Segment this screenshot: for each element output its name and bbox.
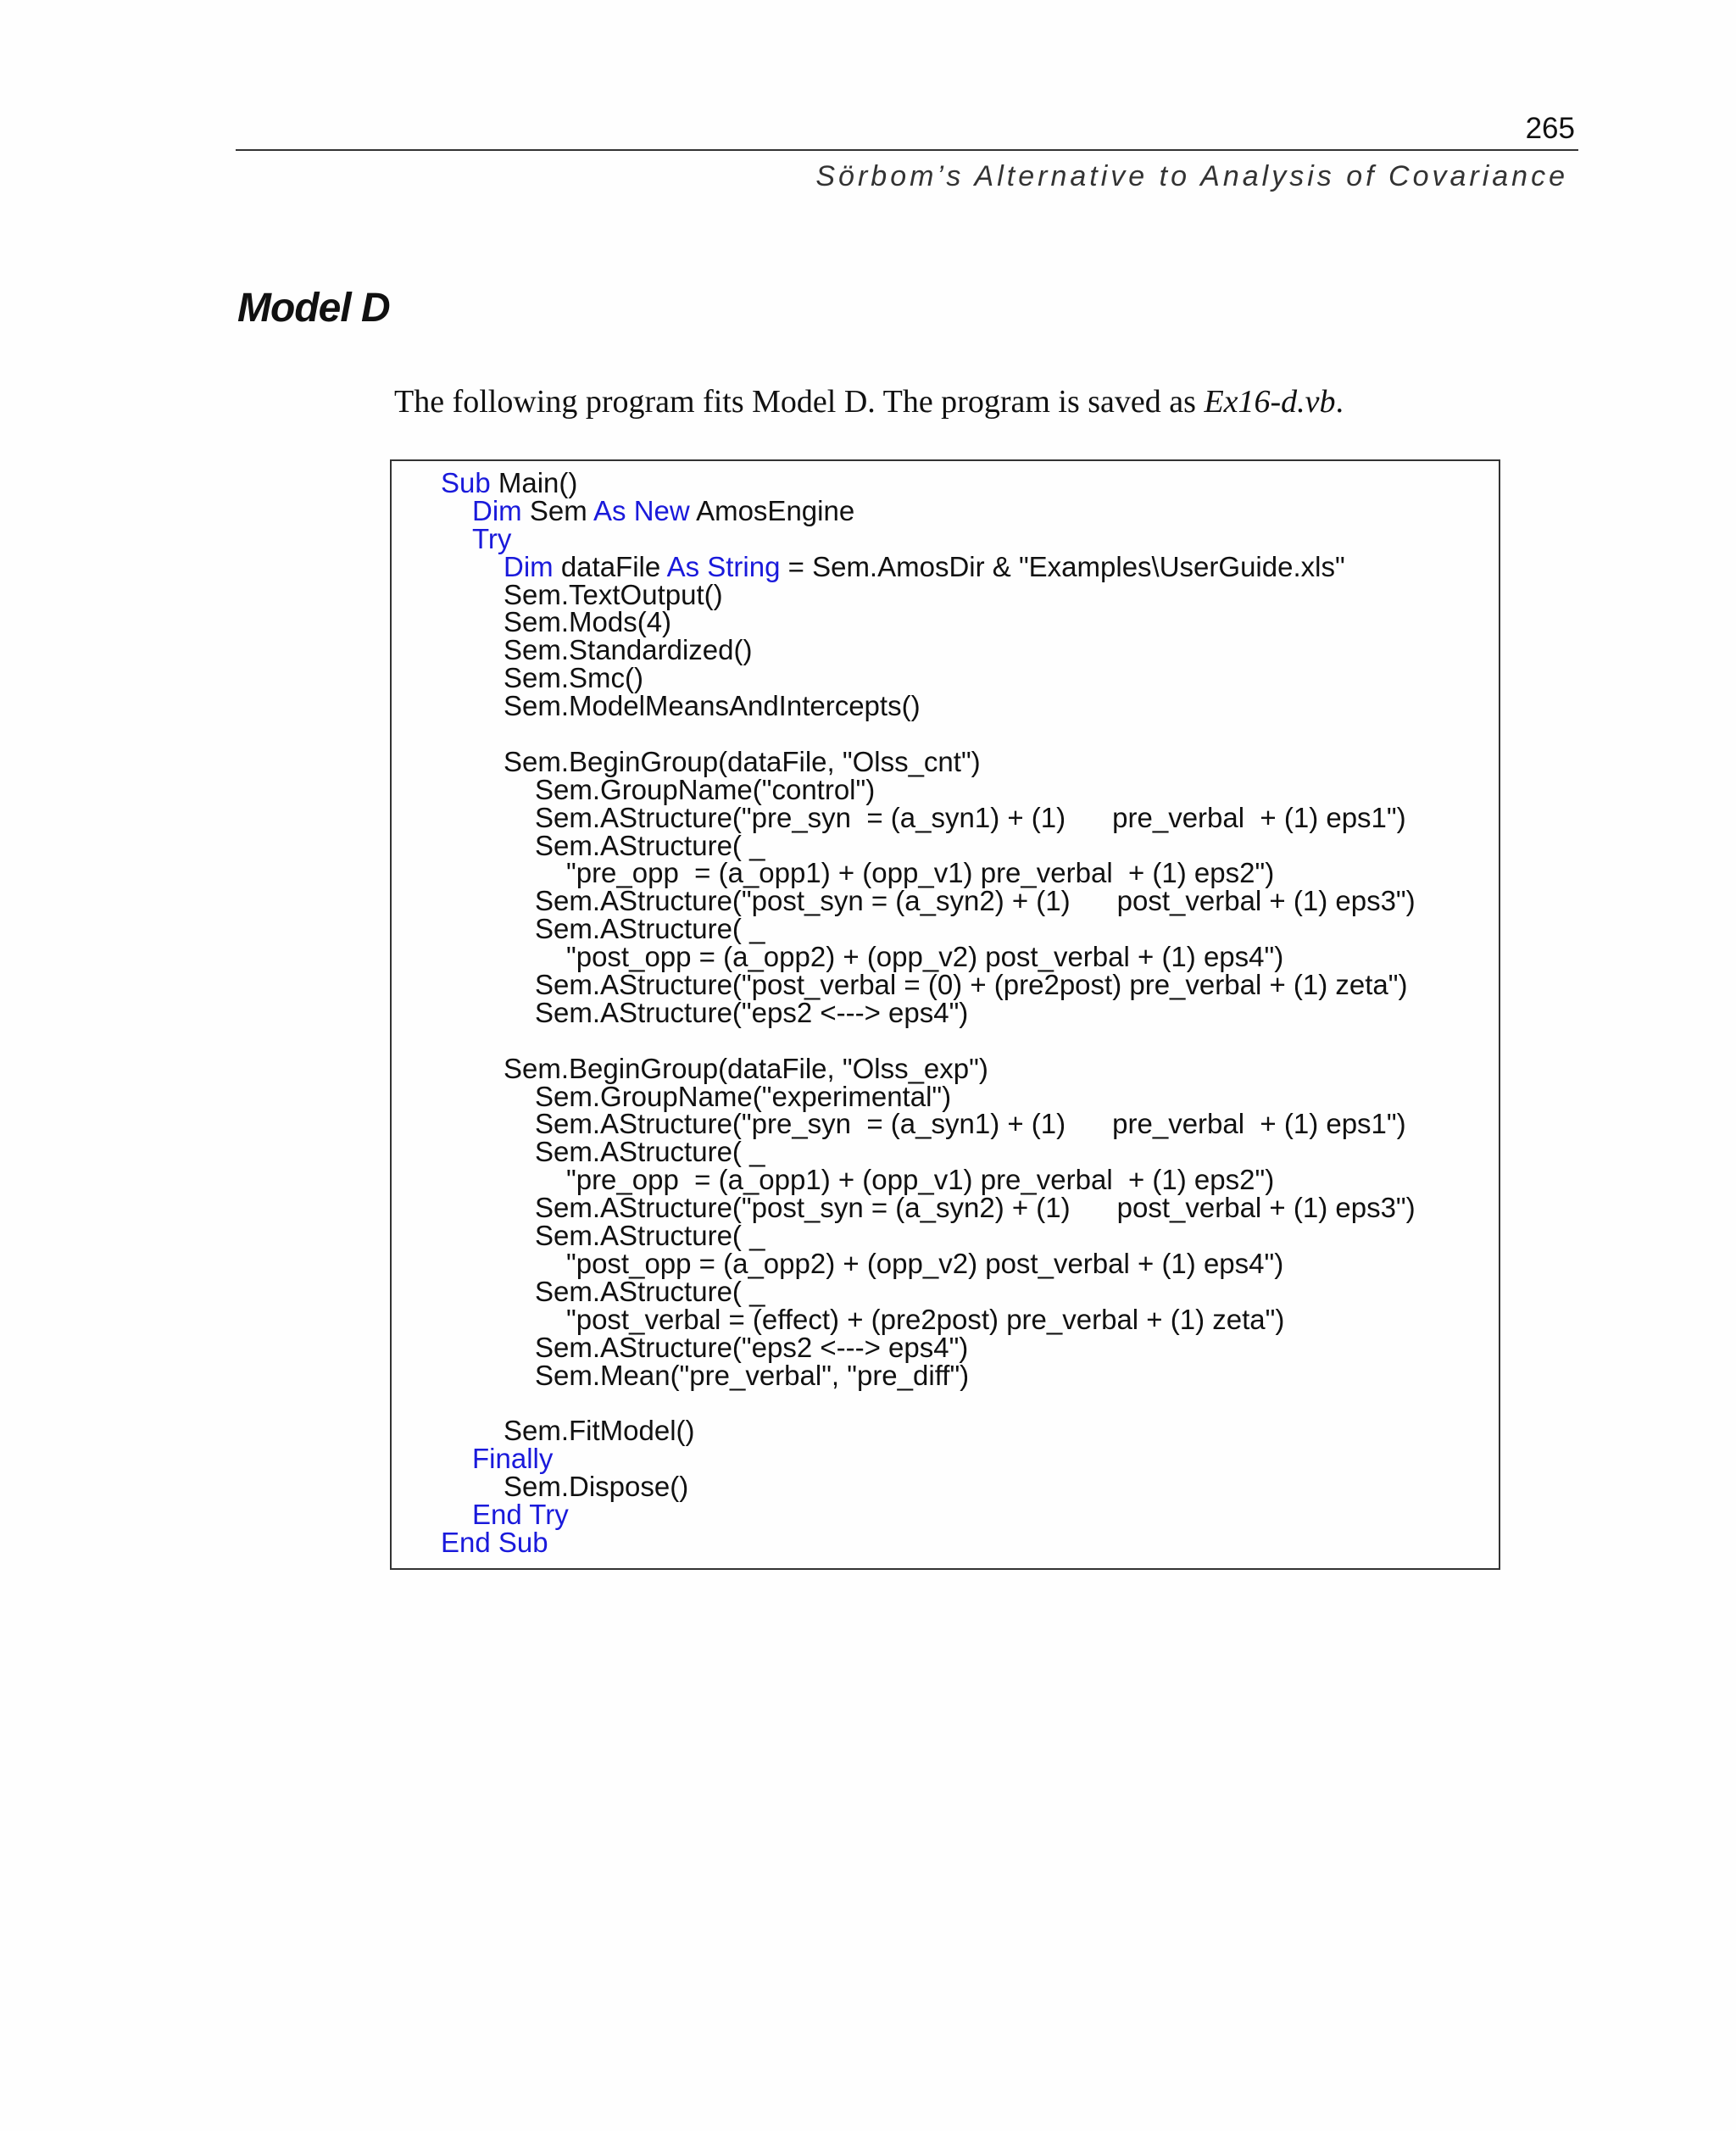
code-text: Sem.GroupName("control") <box>535 773 876 805</box>
code-keyword: As String <box>666 550 781 582</box>
code-text: Sem.AStructure("eps2 <---> eps4") <box>535 996 969 1028</box>
code-line <box>392 887 1499 915</box>
intro-text: The following program fits Model D. The program is saved as <box>394 384 1205 420</box>
code-line <box>392 1389 1499 1417</box>
code-text: Sem.AStructure( _ <box>535 1275 765 1307</box>
section-title: Model D <box>237 286 390 331</box>
code-line <box>392 1275 1499 1307</box>
code-keyword: Sub <box>441 467 491 498</box>
code-line <box>392 801 1499 833</box>
code-line <box>392 467 1499 498</box>
code-text: Sem.AStructure("eps2 <---> eps4") <box>535 1331 969 1363</box>
code-text: Sem.Mean("pre_verbal", "pre_diff") <box>535 1359 970 1391</box>
code-text: "pre_opp = (a_opp1) + (opp_v1) pre_verbal + (1) eps2") <box>566 857 1275 889</box>
code-listing <box>390 459 1500 1570</box>
code-line <box>392 1138 1499 1166</box>
code-line <box>392 1359 1499 1391</box>
code-text: "post_opp = (a_opp2) + (opp_v2) post_verbal + (1) eps4") <box>566 941 1284 973</box>
code-text: Sem.Dispose() <box>504 1471 689 1503</box>
code-line <box>392 1303 1499 1335</box>
code-text: Sem.AStructure( _ <box>535 1136 765 1168</box>
code-text: AmosEngine <box>689 494 855 526</box>
code-text: Sem.Mods(4) <box>504 606 672 638</box>
code-keyword: Dim <box>472 494 522 526</box>
code-line <box>392 1473 1499 1501</box>
code-line <box>392 915 1499 943</box>
code-line <box>392 721 1499 748</box>
code-line <box>392 1498 1499 1530</box>
code-keyword: Dim <box>504 550 554 582</box>
code-text: Sem.AStructure( _ <box>535 913 765 945</box>
code-text: Sem.TextOutput() <box>504 578 723 610</box>
code-line <box>392 1247 1499 1279</box>
code-text: "post_verbal = (effect) + (pre2post) pre_verbal + (1) zeta") <box>566 1303 1285 1335</box>
code-line <box>392 996 1499 1028</box>
code-text: Sem.FitModel() <box>504 1415 695 1447</box>
code-text: "pre_opp = (a_opp1) + (opp_v1) pre_verbal + (1) eps2") <box>566 1164 1275 1196</box>
code-line <box>392 494 1499 526</box>
code-text: "post_opp = (a_opp2) + (opp_v2) post_verbal + (1) eps4") <box>566 1247 1284 1279</box>
page-number: 265 <box>1525 112 1575 145</box>
code-line <box>392 971 1499 999</box>
code-text: Sem.BeginGroup(dataFile, "Olss_exp") <box>504 1052 988 1084</box>
intro-filename: Ex16-d.vb <box>1204 384 1336 420</box>
code-line <box>392 1331 1499 1363</box>
code-line <box>392 1194 1499 1222</box>
running-header: Sörbom’s Alternative to Analysis of Covariance <box>815 160 1568 192</box>
code-line <box>392 1052 1499 1084</box>
code-line <box>392 662 1499 694</box>
code-keyword: End Try <box>472 1498 569 1530</box>
code-line <box>392 690 1499 722</box>
code-text: Sem <box>521 494 594 526</box>
code-text: Sem.AStructure("pre_syn = (a_syn1) + (1) pre_verbal + (1) eps1") <box>535 1108 1406 1140</box>
code-text: Sem.BeginGroup(dataFile, "Olss_cnt") <box>504 745 981 777</box>
code-line <box>392 606 1499 638</box>
code-line <box>392 1222 1499 1250</box>
code-line <box>392 550 1499 582</box>
code-line <box>392 829 1499 861</box>
code-line <box>392 1166 1499 1194</box>
code-line <box>392 1080 1499 1112</box>
code-line <box>392 1417 1499 1445</box>
code-text: Sem.AStructure("post_verbal = (0) + (pre2post) pre_verbal + (1) zeta") <box>535 969 1408 1001</box>
code-keyword: As New <box>593 494 690 526</box>
code-line <box>392 1445 1499 1473</box>
code-line <box>392 522 1499 554</box>
code-text: Sem.AStructure("post_syn = (a_syn2) + (1) post_verbal + (1) eps3") <box>535 1192 1416 1224</box>
code-text: Sem.AStructure( _ <box>535 829 765 861</box>
code-line <box>392 943 1499 971</box>
intro-end: . <box>1335 384 1344 420</box>
code-line <box>392 1027 1499 1055</box>
code-text: Main() <box>490 467 578 498</box>
code-line <box>392 578 1499 610</box>
code-text: Sem.ModelMeansAndIntercepts() <box>504 690 921 722</box>
code-text: dataFile <box>553 550 667 582</box>
intro-paragraph <box>394 383 1344 420</box>
code-line <box>392 745 1499 777</box>
code-keyword: End Sub <box>441 1526 548 1558</box>
code-text: Sem.AStructure( _ <box>535 1220 765 1252</box>
code-text: Sem.Smc() <box>504 662 643 694</box>
code-lines <box>392 467 1499 1558</box>
code-text: = Sem.AmosDir & "Examples\UserGuide.xls" <box>780 550 1345 582</box>
code-line <box>392 773 1499 805</box>
code-line <box>392 1110 1499 1138</box>
code-keyword: Try <box>472 522 512 554</box>
code-line <box>392 857 1499 889</box>
code-line <box>392 1526 1499 1558</box>
code-text: Sem.AStructure("post_syn = (a_syn2) + (1) post_verbal + (1) eps3") <box>535 885 1416 917</box>
header-rule <box>236 149 1578 151</box>
code-text: Sem.AStructure("pre_syn = (a_syn1) + (1) pre_verbal + (1) eps1") <box>535 801 1406 833</box>
code-text: Sem.GroupName("experimental") <box>535 1080 952 1112</box>
code-keyword: Finally <box>472 1443 554 1475</box>
code-text: Sem.Standardized() <box>504 634 753 666</box>
code-line <box>392 634 1499 666</box>
